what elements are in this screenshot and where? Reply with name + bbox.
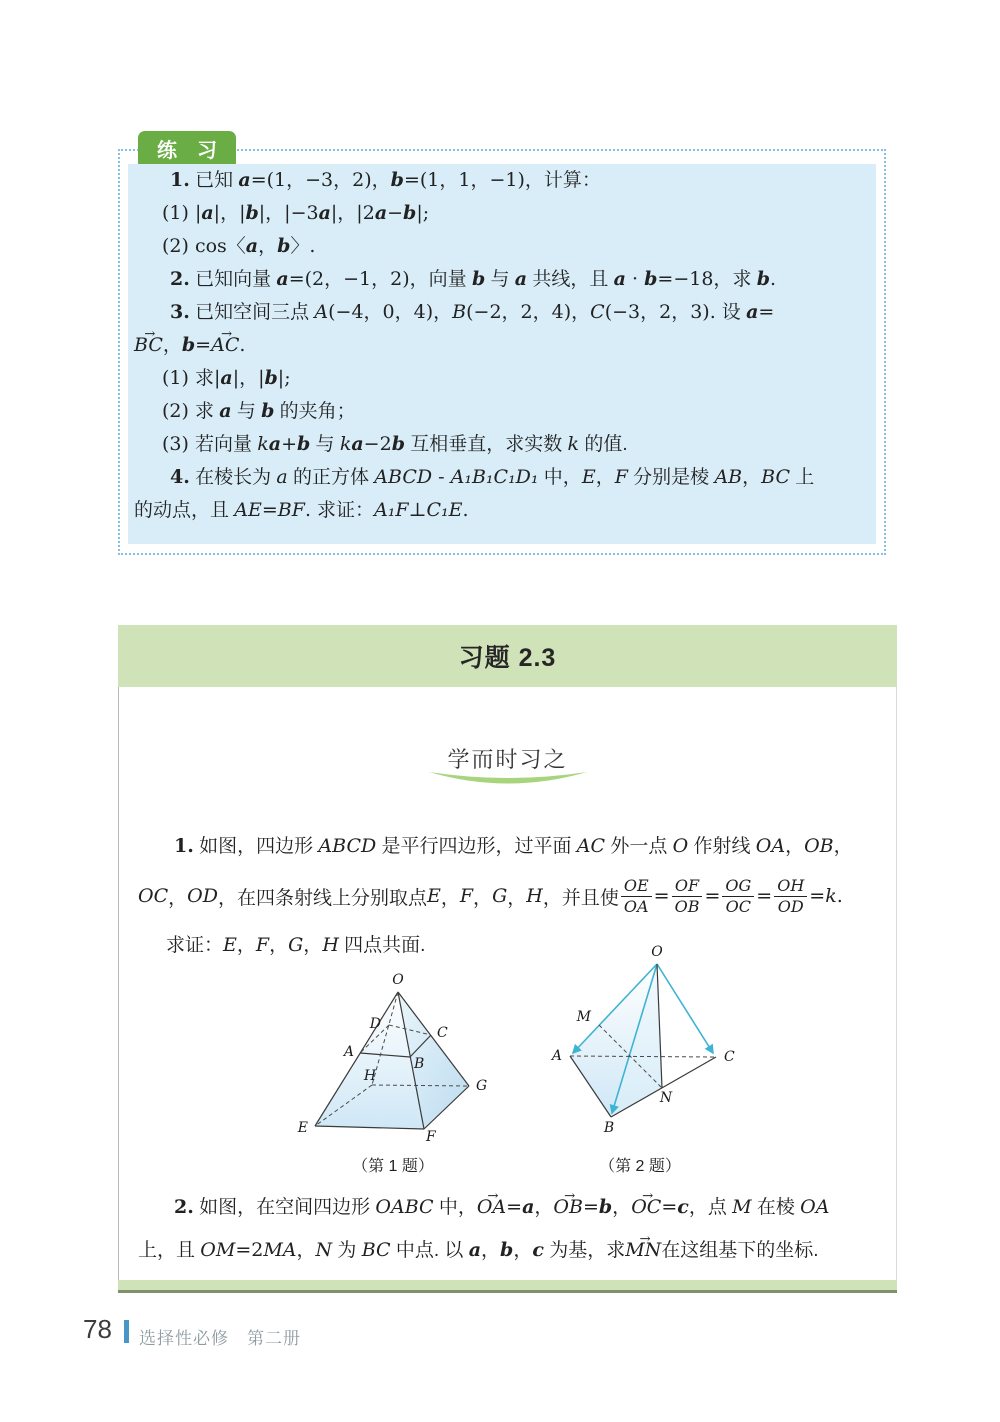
practice-line-4: 2. 已知向量 a=(2，−1，2)，向量 b 与 a 共线，且 a · b=−18，求 b. xyxy=(170,268,777,290)
figure-2-caption: （第 2 题） xyxy=(599,1158,681,1175)
subheader-banner xyxy=(118,743,897,787)
problem1-line-1: 1. 如图，四边形 ABCD 是平行四边形，过平面 AC 外一点 O 作射线 OA，OB， xyxy=(174,835,853,857)
fig1-vertex-label-C: C xyxy=(437,1025,448,1041)
practice-line-2: (1) |a|，|b|，|−3a|，|2a−b|; xyxy=(162,202,430,224)
practice-line-5: 3. 已知空间三点 A(−4，0，4)，B(−2，2，4)，C(−3，2，3). 设 a= xyxy=(170,301,775,323)
fig2-vertex-label-A: A xyxy=(551,1048,562,1064)
fig2-vertex-label-B: B xyxy=(603,1120,615,1136)
fig1-vertex-label-D: D xyxy=(369,1016,381,1032)
exercise-header-bar xyxy=(118,625,897,687)
section-bottom-strip xyxy=(118,1280,897,1293)
fig2-vertex-label-N: N xyxy=(659,1090,673,1106)
practice-line-7: (1) 求|a|，|b|; xyxy=(162,367,291,389)
figure-problem-2 xyxy=(545,928,825,1183)
exercise-title: 习题 2.3 xyxy=(458,644,557,672)
fig2-vector-OC xyxy=(657,964,713,1053)
figure-problem-1 xyxy=(268,958,518,1183)
practice-line-1: 1. 已知 a=(1，−3，2)，b=(1，1，−1)，计算： xyxy=(170,169,601,191)
figure-1-caption: （第 1 题） xyxy=(352,1158,434,1175)
fig1-vertex-label-B: B xyxy=(414,1056,425,1072)
practice-line-3: (2) cos〈a，b〉. xyxy=(162,235,316,257)
footer-divider-bar xyxy=(124,1320,129,1343)
fig2-vertex-label-M: M xyxy=(576,1009,591,1025)
practice-text xyxy=(134,164,874,527)
problem2-line-1: 2. 如图，在空间四边形 OABC 中，OA →=a，OB →=b，OC →=c，点 M 在棱 OA xyxy=(138,1186,877,1229)
fig1-vertex-label-F: F xyxy=(426,1129,436,1145)
practice-line-8: (2) 求 a 与 b 的夹角； xyxy=(162,400,356,422)
practice-box xyxy=(118,140,886,555)
fig1-vertex-label-H: H xyxy=(363,1068,377,1084)
footer-book-title: 选择性必修 第二册 xyxy=(139,1329,301,1348)
fig1-vertex-label-G: G xyxy=(476,1078,488,1094)
practice-tab-label: 练 习 xyxy=(157,140,217,162)
practice-line-6: BC →，b=AC →. xyxy=(134,329,874,362)
practice-line-11: 的动点，且 AE=BF. 求证：A₁F⊥C₁E. xyxy=(134,499,469,521)
fig1-vertex-label-A: A xyxy=(343,1044,354,1060)
fig1-vertex-label-O: O xyxy=(392,972,404,988)
footer-page-number: 78 xyxy=(83,1314,112,1344)
practice-line-9: (3) 若向量 ka+b 与 ka−2b 互相垂直，求实数 k 的值. xyxy=(162,433,628,455)
fig1-vertex-label-E: E xyxy=(297,1120,308,1136)
problem1-line-3: 求证：E，F，G，H 四点共面. xyxy=(166,934,426,956)
exercise-problem-2 xyxy=(118,1186,897,1272)
problem2-line-2: 上，且 OM=2MA，N 为 BC 中点. 以 a，b，c 为基，求MN →在这组基下的坐标. xyxy=(138,1229,877,1272)
fig2-vertex-label-C: C xyxy=(724,1049,735,1065)
subheader-label: 学而时习之 xyxy=(447,747,568,772)
practice-line-10: 4. 在棱长为 a 的正方体 ABCD - A₁B₁C₁D₁ 中，E，F 分别是棱 AB，BC 上 xyxy=(170,466,815,488)
fig2-vertex-label-O: O xyxy=(651,944,663,960)
problem1-line-2: OC ， OD ，在四条射线上分别取点 E ， F ， G ， H ，并且使 $\frac{OE}{OA}$ = $\frac{OF}{OB}$ = $\frac{OG}{OC}$ = $\frac{OH}{OD}$ = k . xyxy=(138,875,843,916)
